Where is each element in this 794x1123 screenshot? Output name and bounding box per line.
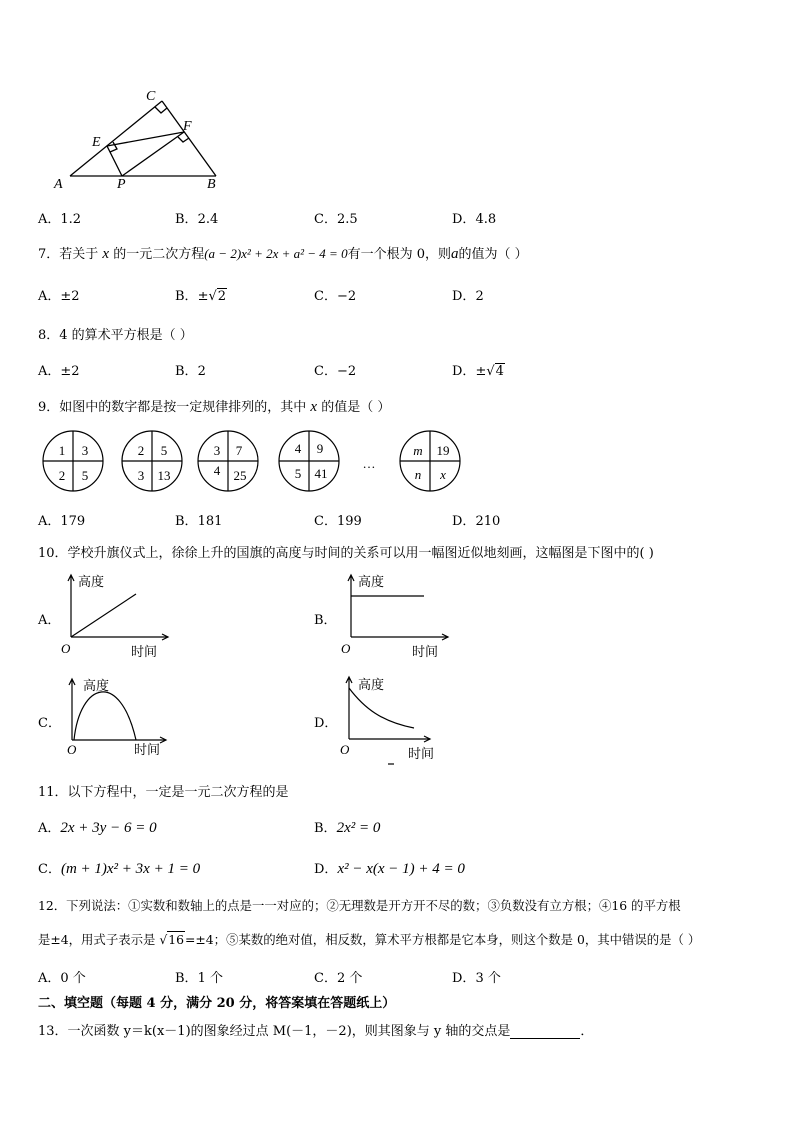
q10-graph-c[interactable] xyxy=(58,672,178,762)
ellipsis: … xyxy=(362,456,376,471)
q8-stem: 8．4 的算术平方根是（ ） xyxy=(38,328,193,343)
label-E: E xyxy=(92,135,101,150)
q9-circles-figure xyxy=(40,428,480,496)
circle5-tr: 19 xyxy=(436,443,450,458)
q10-option-d-letter[interactable]: D． xyxy=(314,716,338,731)
q10-stem: 10．学校升旗仪式上，徐徐上升的国旗的高度与时间的关系可以用一幅图近似地刻画，这幅图是下图中的( ) xyxy=(38,546,654,561)
q10-option-a-letter[interactable]: A． xyxy=(38,613,61,628)
q11-option-d[interactable]: D．x² − x(x − 1) + 4 = 0 xyxy=(314,861,465,877)
q10-option-c-letter[interactable]: C． xyxy=(38,716,61,731)
circle5-br: x xyxy=(440,467,446,482)
graph-c-origin: O xyxy=(67,742,77,757)
circle5-bl: n xyxy=(414,467,422,482)
q7-option-a[interactable]: A．±2 xyxy=(38,289,80,304)
q6-option-b[interactable]: B．2.4 xyxy=(175,212,219,227)
circle4-tr: 9 xyxy=(316,441,324,456)
q6-option-c[interactable]: C．2.5 xyxy=(314,212,358,227)
label-A: A xyxy=(54,177,63,192)
circle1-tr: 3 xyxy=(81,443,89,458)
q11-option-a[interactable]: A．2x + 3y − 6 = 0 xyxy=(38,820,157,836)
graph-d-origin: O xyxy=(340,742,350,757)
circle2-tl: 2 xyxy=(137,443,145,458)
q9-option-a[interactable]: A．179 xyxy=(38,514,86,529)
graph-b-origin: O xyxy=(341,641,351,656)
graph-a-xlabel: 时间 xyxy=(131,644,158,659)
q9-option-c[interactable]: C．199 xyxy=(314,514,362,529)
q7-option-c[interactable]: C．−2 xyxy=(314,289,357,304)
q10-graph-b[interactable] xyxy=(338,570,458,662)
circle2-br: 13 xyxy=(157,468,171,483)
circle3-br: 25 xyxy=(233,468,247,483)
q11-option-c[interactable]: C．(m + 1)x² + 3x + 1 = 0 xyxy=(38,861,201,877)
triangle-figure xyxy=(50,85,240,195)
q11-stem: 11．以下方程中，一定是一元二次方程的是 xyxy=(38,785,289,800)
q12-line2: 是±4，用式子表示是 √16=±4；⑤某数的绝对值，相反数，算术平方根都是它本身，则这个数是 0，其中错误的是（ ） xyxy=(38,932,701,947)
section-2-title: 二、填空题（每题 4 分，满分 20 分，将答案填在答题纸上） xyxy=(38,996,396,1011)
circle2-tr: 5 xyxy=(160,443,168,458)
q9-option-b[interactable]: B．181 xyxy=(175,514,223,529)
label-C: C xyxy=(146,89,156,104)
circle5-tl: m xyxy=(413,443,423,458)
q11-option-b[interactable]: B．2x² = 0 xyxy=(314,820,381,836)
circle3-bl: 4 xyxy=(213,463,221,478)
q10-graph-a[interactable] xyxy=(58,570,178,662)
q7-option-d[interactable]: D．2 xyxy=(452,289,484,304)
circle1-br: 5 xyxy=(81,468,89,483)
q8-option-b[interactable]: B．2 xyxy=(175,364,206,379)
graph-a-ylabel: 高度 xyxy=(78,574,105,589)
q9-option-d[interactable]: D．210 xyxy=(452,514,501,529)
circle1-bl: 2 xyxy=(58,468,66,483)
q7-stem: 7．若关于 x 的一元二次方程(a − 2)x² + 2x + a² − 4 = 0有一个根为 0，则a的值为（ ） xyxy=(38,246,528,262)
q10-graph-d[interactable] xyxy=(338,672,448,770)
circle4-tl: 4 xyxy=(294,441,302,456)
label-B: B xyxy=(207,177,216,192)
q10-option-b-letter[interactable]: B． xyxy=(314,613,337,628)
q12-line1: 12．下列说法：①实数和数轴上的点是一一对应的；②无理数是开方开不尽的数；③负数没有立方根；④16 的平方根 xyxy=(38,898,681,913)
graph-a-origin: O xyxy=(61,641,71,656)
graph-c-ylabel: 高度 xyxy=(83,678,110,693)
circle3-tl: 3 xyxy=(213,443,221,458)
q12-option-b[interactable]: B．1 个 xyxy=(175,971,223,986)
q7-option-b[interactable]: B．±√2 xyxy=(175,289,227,304)
q6-option-d[interactable]: D．4.8 xyxy=(452,212,497,227)
q13-answer-blank[interactable] xyxy=(510,1025,580,1039)
circle3-tr: 7 xyxy=(235,443,243,458)
q8-option-d[interactable]: D．±√4 xyxy=(452,364,504,379)
q8-option-a[interactable]: A．±2 xyxy=(38,364,80,379)
graph-d-ylabel: 高度 xyxy=(358,677,385,692)
circle4-bl: 5 xyxy=(294,466,302,481)
circle4-br: 41 xyxy=(314,466,328,481)
graph-b-xlabel: 时间 xyxy=(412,644,439,659)
q12-option-c[interactable]: C．2 个 xyxy=(314,971,363,986)
label-F: F xyxy=(183,119,192,134)
q12-option-d[interactable]: D．3 个 xyxy=(452,971,501,986)
circle1-tl: 1 xyxy=(58,443,66,458)
q12-option-a[interactable]: A．0 个 xyxy=(38,971,86,986)
q8-option-c[interactable]: C．−2 xyxy=(314,364,357,379)
graph-b-ylabel: 高度 xyxy=(358,574,385,589)
label-P: P xyxy=(117,177,126,192)
circle2-bl: 3 xyxy=(137,468,145,483)
q13-stem: 13．一次函数 y＝k(x－1)的图象经过点 M(－1，－2)，则其图象与 y 轴的交点是 ． xyxy=(38,1024,594,1039)
q6-option-a[interactable]: A．1.2 xyxy=(38,212,82,227)
graph-c-xlabel: 时间 xyxy=(134,742,161,757)
graph-d-xlabel: 时间 xyxy=(408,746,435,761)
q9-stem: 9．如图中的数字都是按一定规律排列的，其中 x 的值是（ ） xyxy=(38,399,391,415)
